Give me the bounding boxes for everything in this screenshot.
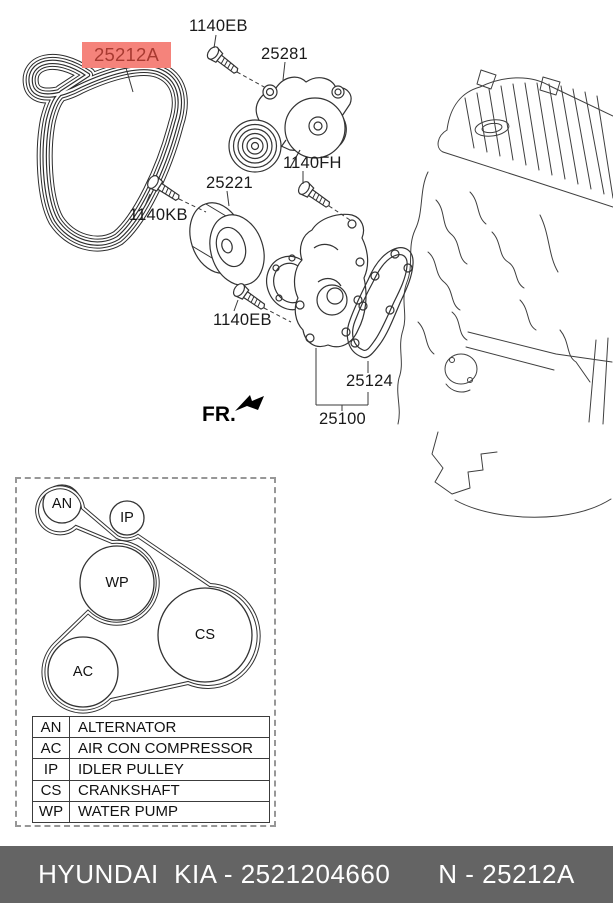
pulley-label-cs: CS	[194, 627, 216, 643]
pulley-label-wp: WP	[105, 575, 129, 591]
callout-bolt-1140eb-side[interactable]: 1140EB	[213, 311, 272, 329]
callout-bolt-1140fh[interactable]: 1140FH	[283, 154, 342, 172]
bolt-icon	[296, 180, 333, 212]
pulley-label-an: AN	[51, 496, 73, 512]
legend-table	[32, 716, 270, 823]
legend-row	[33, 759, 270, 780]
front-direction-label: FR.	[202, 403, 236, 426]
legend-code: AC	[33, 738, 70, 759]
bolt-icon	[205, 45, 241, 78]
footer-ref-text: N - 25212A	[438, 859, 575, 889]
legend-code: WP	[33, 801, 70, 822]
legend-name: IDLER PULLEY	[70, 759, 270, 780]
legend-row	[33, 738, 270, 759]
callout-idler-25221[interactable]: 25221	[206, 174, 253, 192]
legend-code: CS	[33, 780, 70, 801]
bolt-icon	[231, 282, 268, 314]
legend-name: AIR CON COMPRESSOR	[70, 738, 270, 759]
legend-row	[33, 717, 270, 738]
footer-bar	[0, 846, 613, 903]
water-pump-drawing	[259, 214, 367, 346]
callout-bolt-1140eb-top[interactable]: 1140EB	[189, 17, 248, 35]
callout-pump-25100[interactable]: 25100	[319, 410, 366, 428]
legend-name: CRANKSHAFT	[70, 780, 270, 801]
idler-pulley-drawing	[181, 196, 273, 293]
pulley-label-ac: AC	[72, 664, 94, 680]
legend-code: IP	[33, 759, 70, 780]
legend-row	[33, 801, 270, 822]
legend-code: AN	[33, 717, 70, 738]
legend-name: ALTERNATOR	[70, 717, 270, 738]
front-direction-arrow-icon	[235, 395, 264, 411]
legend-name: WATER PUMP	[70, 801, 270, 822]
pulley-label-ip: IP	[120, 510, 134, 526]
callout-gasket-25124[interactable]: 25124	[346, 372, 393, 390]
callout-belt-25212a-highlighted[interactable]: 25212A	[82, 42, 171, 68]
legend-row	[33, 780, 270, 801]
callout-tensioner-25281[interactable]: 25281	[261, 45, 308, 63]
footer-part-text: HYUNDAI KIA - 2521204660	[38, 859, 391, 889]
callout-bolt-1140kb[interactable]: 1140KB	[129, 206, 188, 224]
engine-block-drawing	[398, 70, 613, 517]
